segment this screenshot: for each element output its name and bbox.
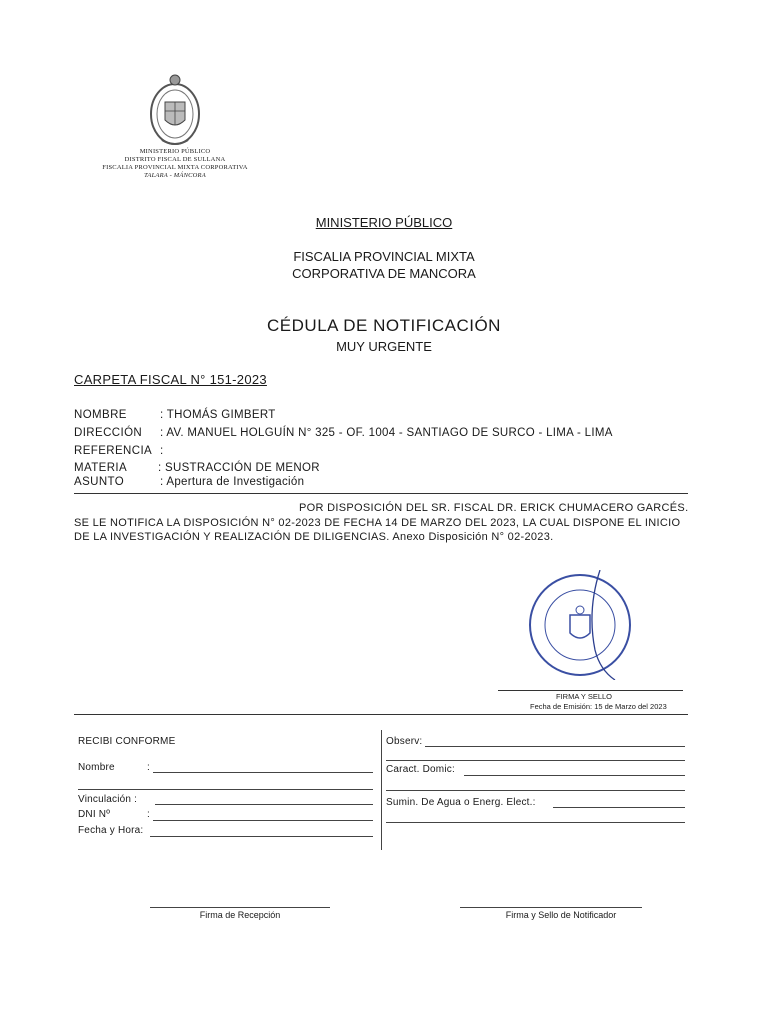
nombre-label: NOMBRE [74, 409, 127, 421]
firma-notificador-label: Firma y Sello de Notificador [505, 910, 617, 920]
suministro-extra-line[interactable] [386, 822, 685, 823]
dni-colon: : [147, 809, 150, 820]
direccion-label: DIRECCIÓN [74, 427, 143, 439]
observ-label: Observ: [386, 736, 423, 747]
fiscalia-line-2: CORPORATIVA DE MANCORA [292, 266, 476, 281]
fiscalia-line-1: FISCALIA PROVINCIAL MIXTA [293, 249, 475, 264]
nombre-value: : THOMÁS GIMBERT [160, 409, 276, 421]
recibi-conforme-label: RECIBI CONFORME [78, 736, 176, 747]
fecha-emision: Fecha de Emisión: 15 de Marzo del 2023 [530, 702, 667, 711]
observ-extra-line[interactable] [386, 760, 685, 761]
nombre-field[interactable] [153, 772, 373, 773]
issuer-line: FISCALIA PROVINCIAL MIXTA CORPORATIVA [102, 164, 248, 171]
asunto-label: ASUNTO [74, 476, 125, 488]
stamp-text [510, 606, 511, 607]
referencia-value: : [160, 445, 164, 457]
vinculacion-field[interactable] [155, 804, 373, 805]
caract-domic-field[interactable] [464, 775, 685, 776]
direccion-value: : AV. MANUEL HOLGUÍN N° 325 - OF. 1004 - SANTIAGO DE SURCO - LIMA - LIMA [160, 427, 613, 439]
materia-label: MATERIA [74, 462, 128, 474]
document-title: CÉDULA DE NOTIFICACIÓN [267, 316, 501, 335]
divider [74, 493, 688, 494]
carpeta-number: CARPETA FISCAL N° 151-2023 [74, 372, 267, 387]
suministro-field[interactable] [553, 807, 685, 808]
dni-label: DNI Nº [78, 809, 111, 820]
issuer-line: TALARA - MÁNCORA [144, 172, 206, 179]
firma-sello-label: FIRMA Y SELLO [556, 692, 612, 701]
dni-field[interactable] [153, 820, 373, 821]
body-line-2: SE LE NOTIFICA LA DISPOSICIÓN N° 02-2023 DE FECHA 14 DE MARZO DEL 2023, LA CUAL DISPONE EL INICIO [74, 517, 681, 529]
signature-line [498, 690, 683, 691]
referencia-label: REFERENCIA [74, 445, 153, 457]
body-line-1: POR DISPOSICIÓN DEL SR. FISCAL DR. ERICK CHUMACERO GARCÉS. [299, 502, 689, 514]
column-divider [381, 730, 382, 850]
urgency-label: MUY URGENTE [336, 339, 432, 354]
caract-extra-line[interactable] [386, 790, 685, 791]
caract-domic-label: Caract. Domic: [386, 764, 455, 775]
section-divider [74, 714, 688, 715]
issuer-line: MINISTERIO PÚBLICO [139, 148, 211, 155]
vinculacion-label: Vinculación : [78, 794, 138, 805]
nombre-receipt-label: Nombre [78, 762, 115, 773]
firma-notificador-line[interactable] [460, 907, 642, 908]
firma-recepcion-label: Firma de Recepción [199, 910, 281, 920]
issuer-line: DISTRITO FISCAL DE SULLANA [124, 156, 226, 163]
firma-recepcion-line[interactable] [150, 907, 330, 908]
observ-field[interactable] [425, 746, 685, 747]
body-line-3: DE LA INVESTIGACIÓN Y REALIZACIÓN DE DILIGENCIAS. Anexo Disposición N° 02-2023. [74, 531, 554, 543]
nombre-receipt-colon: : [147, 762, 150, 773]
issuer-block [60, 148, 290, 180]
suministro-label: Sumin. De Agua o Energ. Elect.: [386, 797, 536, 808]
ministerio-heading: MINISTERIO PÚBLICO [315, 215, 453, 230]
fecha-hora-field[interactable] [150, 836, 373, 837]
asunto-value: : Apertura de Investigación [160, 476, 305, 488]
coat-of-arms-icon [140, 70, 210, 150]
materia-value: : SUSTRACCIÓN DE MENOR [158, 462, 320, 474]
official-stamp-icon [525, 570, 635, 680]
fecha-hora-label: Fecha y Hora: [78, 825, 144, 836]
nombre-extra-line[interactable] [78, 789, 373, 790]
